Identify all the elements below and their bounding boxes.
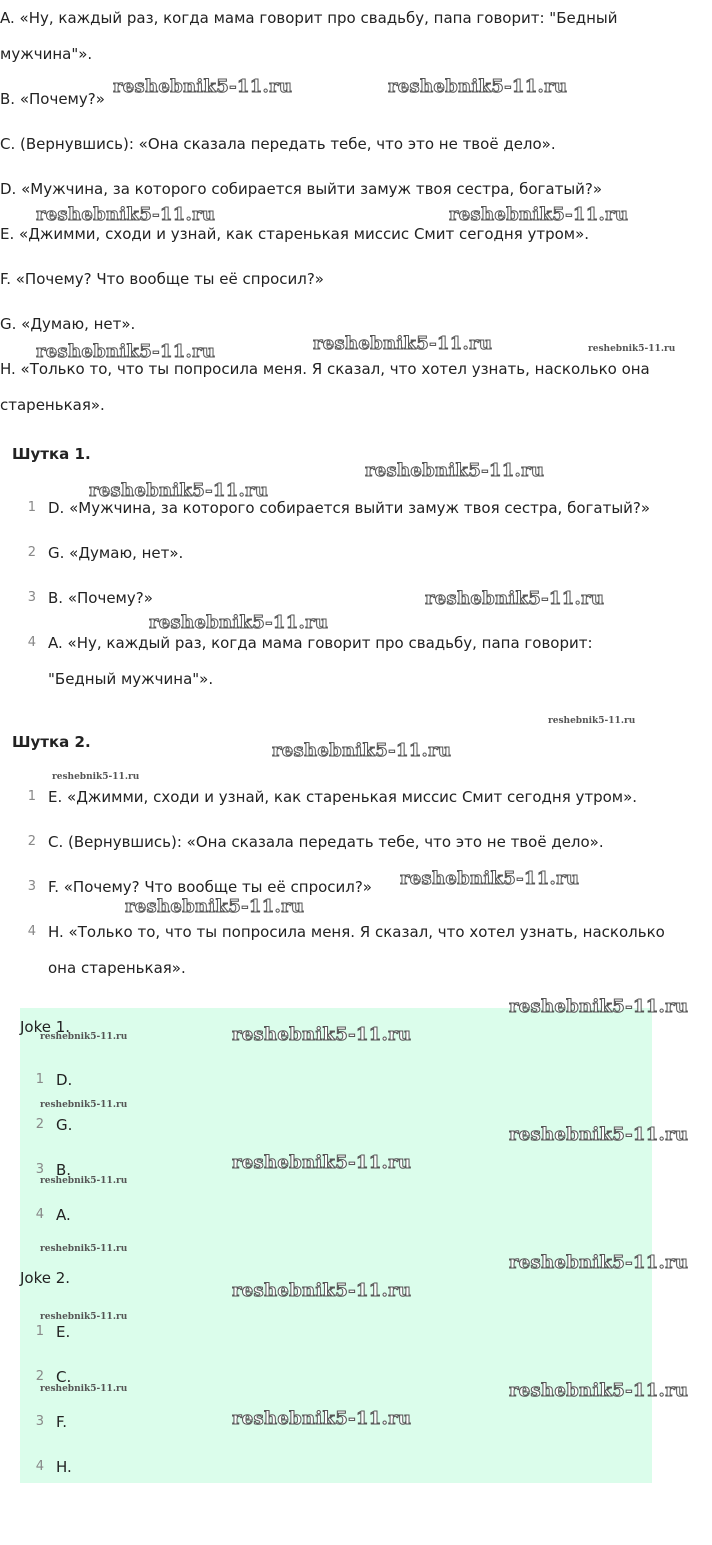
- watermark: reshebnik5-11.ru: [36, 204, 216, 225]
- sentence-e: E. «Джимми, сходи и узнай, как старенькая миссис Смит сегодня утром».: [0, 225, 590, 243]
- sentence-h-line2: старенькая».: [0, 396, 105, 414]
- watermark: reshebnik5-11.ru: [272, 740, 452, 761]
- joke2-heading: Шутка 2.: [12, 733, 91, 751]
- answer-box: [20, 1008, 652, 1483]
- answer-joke1-heading: Joke 1.: [20, 1018, 71, 1036]
- answer-item-letter: C.: [56, 1368, 72, 1386]
- watermark: reshebnik5-11.ru: [588, 344, 676, 354]
- answer-item-letter: G.: [56, 1116, 73, 1134]
- watermark: reshebnik5-11.ru: [365, 460, 545, 481]
- joke2-item-number: 2: [27, 834, 36, 849]
- watermark: reshebnik5-11.ru: [40, 1100, 128, 1110]
- joke2-item-number: 3: [27, 879, 36, 894]
- watermark: reshebnik5-11.ru: [509, 1252, 689, 1273]
- sentence-b: B. «Почему?»: [0, 90, 105, 108]
- watermark: reshebnik5-11.ru: [232, 1408, 412, 1429]
- answer-item-number: 1: [35, 1072, 44, 1087]
- watermark: reshebnik5-11.ru: [509, 996, 689, 1017]
- joke2-item-text-continued: она старенькая».: [48, 959, 186, 977]
- joke2-item-text: F. «Почему? Что вообще ты её спросил?»: [48, 878, 372, 896]
- watermark: reshebnik5-11.ru: [425, 588, 605, 609]
- joke2-item-number: 1: [27, 789, 36, 804]
- answer-item-letter: A.: [56, 1206, 71, 1224]
- watermark: reshebnik5-11.ru: [313, 333, 493, 354]
- watermark: reshebnik5-11.ru: [113, 76, 293, 97]
- watermark: reshebnik5-11.ru: [232, 1024, 412, 1045]
- joke1-item-text-continued: "Бедный мужчина"».: [48, 670, 214, 688]
- answer-item-letter: F.: [56, 1413, 67, 1431]
- watermark: reshebnik5-11.ru: [89, 480, 269, 501]
- answer-item-letter: B.: [56, 1161, 72, 1179]
- answer-item-letter: H.: [56, 1458, 72, 1476]
- joke1-item-number: 4: [27, 635, 36, 650]
- watermark: reshebnik5-11.ru: [40, 1244, 128, 1254]
- watermark: reshebnik5-11.ru: [509, 1124, 689, 1145]
- joke1-item-text: A. «Ну, каждый раз, когда мама говорит про свадьбу, папа говорит:: [48, 634, 593, 652]
- joke1-item-text: B. «Почему?»: [48, 589, 153, 607]
- sentence-c: C. (Вернувшись): «Она сказала передать тебе, что это не твоё дело».: [0, 135, 556, 153]
- answer-item-number: 3: [35, 1414, 44, 1429]
- answer-item-number: 3: [35, 1162, 44, 1177]
- joke1-heading: Шутка 1.: [12, 445, 91, 463]
- watermark: reshebnik5-11.ru: [40, 1384, 128, 1394]
- answer-item-number: 4: [35, 1207, 44, 1222]
- sentence-g: G. «Думаю, нет».: [0, 315, 136, 333]
- watermark: reshebnik5-11.ru: [40, 1312, 128, 1322]
- sentence-a-line2: мужчина"».: [0, 45, 93, 63]
- watermark: reshebnik5-11.ru: [449, 204, 629, 225]
- sentence-h-line1: H. «Только то, что ты попросила меня. Я сказал, что хотел узнать, насколько она: [0, 360, 650, 378]
- joke1-item-number: 2: [27, 545, 36, 560]
- watermark: reshebnik5-11.ru: [232, 1152, 412, 1173]
- answer-item-number: 1: [35, 1324, 44, 1339]
- joke2-item-number: 4: [27, 924, 36, 939]
- answer-item-letter: E.: [56, 1323, 71, 1341]
- answer-item-number: 4: [35, 1459, 44, 1474]
- answer-joke2-heading: Joke 2.: [20, 1269, 71, 1287]
- answer-item-number: 2: [35, 1117, 44, 1132]
- watermark: reshebnik5-11.ru: [36, 341, 216, 362]
- joke2-item-text: H. «Только то, что ты попросила меня. Я сказал, что хотел узнать, насколько: [48, 923, 665, 941]
- sentence-f: F. «Почему? Что вообще ты её спросил?»: [0, 270, 324, 288]
- joke1-item-number: 3: [27, 590, 36, 605]
- sentence-d: D. «Мужчина, за которого собирается выйти замуж твоя сестра, богатый?»: [0, 180, 603, 198]
- joke1-item-text: D. «Мужчина, за которого собирается выйти замуж твоя сестра, богатый?»: [48, 499, 651, 517]
- joke2-item-text: E. «Джимми, сходи и узнай, как старенькая миссис Смит сегодня утром».: [48, 788, 638, 806]
- joke1-item-text: G. «Думаю, нет».: [48, 544, 184, 562]
- watermark: reshebnik5-11.ru: [125, 896, 305, 917]
- joke2-item-text: C. (Вернувшись): «Она сказала передать тебе, что это не твоё дело».: [48, 833, 604, 851]
- watermark: reshebnik5-11.ru: [509, 1380, 689, 1401]
- watermark: reshebnik5-11.ru: [548, 716, 636, 726]
- joke1-item-number: 1: [27, 500, 36, 515]
- watermark: reshebnik5-11.ru: [40, 1032, 128, 1042]
- watermark: reshebnik5-11.ru: [232, 1280, 412, 1301]
- answer-item-letter: D.: [56, 1071, 73, 1089]
- answer-item-number: 2: [35, 1369, 44, 1384]
- watermark: reshebnik5-11.ru: [149, 612, 329, 633]
- sentence-a-line1: A. «Ну, каждый раз, когда мама говорит про свадьбу, папа говорит: "Бедный: [0, 9, 618, 27]
- watermark: reshebnik5-11.ru: [400, 868, 580, 889]
- watermark: reshebnik5-11.ru: [388, 76, 568, 97]
- watermark: reshebnik5-11.ru: [52, 772, 140, 782]
- watermark: reshebnik5-11.ru: [40, 1176, 128, 1186]
